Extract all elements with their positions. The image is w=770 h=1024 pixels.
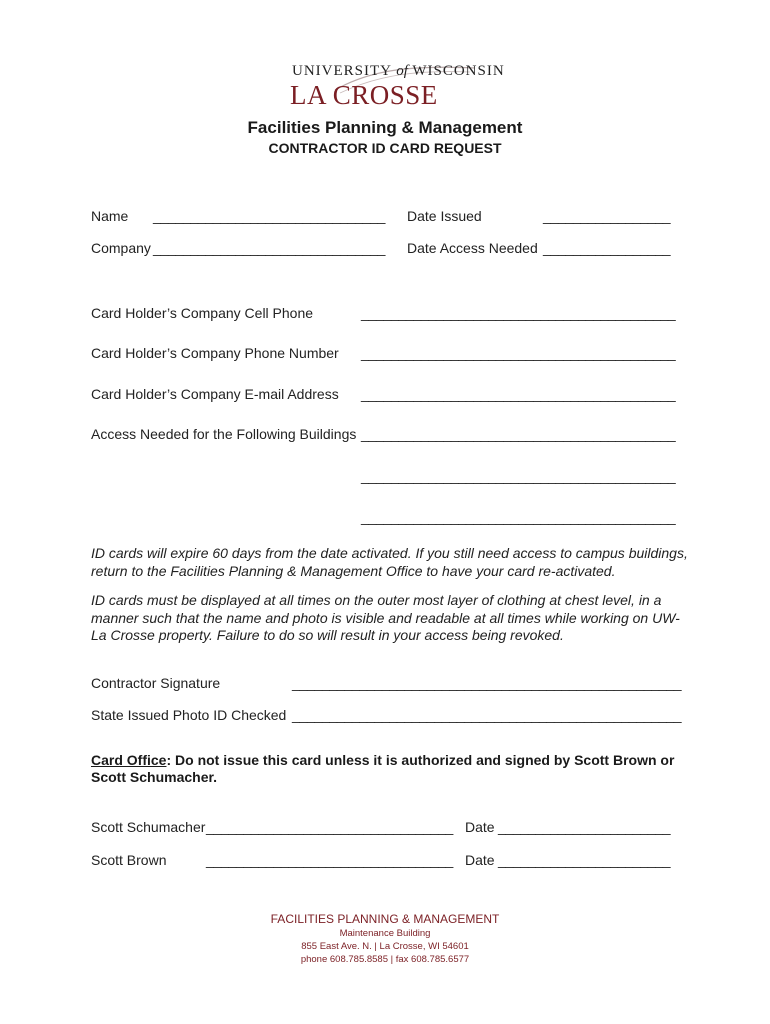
company-field[interactable]: _______________________________: [153, 240, 386, 256]
page-title: Facilities Planning & Management: [247, 118, 523, 137]
brown-date-field[interactable]: _______________________: [498, 852, 671, 868]
logo-wisconsin: WISCONSIN: [412, 63, 505, 79]
buildings-label: Access Needed for the Following Buildings: [91, 426, 357, 442]
schumacher-date-label: Date: [465, 819, 495, 835]
schumacher-label: Scott Schumacher: [91, 819, 206, 835]
page-subtitle: CONTRACTOR ID CARD REQUEST: [268, 140, 502, 156]
expiration-note: ID cards will expire 60 days from the date activated. If you still need access to campus buildings, return to the Facilities Planning & Management Office to have your card re-activated.: [91, 545, 688, 579]
phone-number-label: Card Holder’s Company Phone Number: [91, 345, 339, 361]
date-access-label: Date Access Needed: [407, 240, 538, 256]
logo-university-name: [292, 63, 505, 80]
card-office-text: : Do not issue this card unless it is authorized and signed by Scott Brown or Scott Schumacher.: [91, 752, 675, 785]
phone-number-field[interactable]: __________________________________________: [361, 345, 676, 361]
logo-of: of: [396, 63, 408, 79]
footer-department: FACILITIES PLANNING & MANAGEMENT: [270, 912, 500, 926]
contractor-signature-field[interactable]: ____________________________________________________: [292, 675, 682, 691]
logo-campus: LA CROSSE: [290, 80, 438, 110]
logo-university: UNIVERSITY: [292, 63, 392, 79]
date-issued-label: Date Issued: [407, 208, 482, 224]
buildings-field-3[interactable]: __________________________________________: [361, 509, 676, 525]
footer-building: Maintenance Building: [339, 928, 431, 939]
email-field[interactable]: __________________________________________: [361, 386, 676, 402]
brown-date-label: Date: [465, 852, 495, 868]
name-field[interactable]: _______________________________: [153, 208, 386, 224]
brown-signature-field[interactable]: _________________________________: [206, 852, 454, 868]
display-note: ID cards must be displayed at all times on the outer most layer of clothing at chest level, in a manner such that the name and photo is visible and readable at all times while working on UW- La Crosse property. Failure to do so will result in your access being revoked.: [91, 592, 680, 643]
date-access-field[interactable]: _________________: [543, 240, 671, 256]
buildings-field-2[interactable]: __________________________________________: [361, 468, 676, 484]
footer-contact: phone 608.785.8585 | fax 608.785.6577: [300, 954, 470, 965]
cell-phone-label: Card Holder’s Company Cell Phone: [91, 305, 314, 321]
schumacher-signature-field[interactable]: _________________________________: [206, 819, 454, 835]
email-label: Card Holder’s Company E-mail Address: [91, 386, 339, 402]
cell-phone-field[interactable]: __________________________________________: [361, 305, 676, 321]
card-office-heading: Card Office: [91, 752, 167, 768]
buildings-field-1[interactable]: __________________________________________: [361, 426, 676, 442]
contractor-signature-label: Contractor Signature: [91, 675, 221, 691]
company-label: Company: [91, 240, 151, 256]
photo-id-field[interactable]: ____________________________________________________: [292, 707, 682, 723]
schumacher-date-field[interactable]: _______________________: [498, 819, 671, 835]
brown-label: Scott Brown: [91, 852, 167, 868]
name-label: Name: [91, 208, 129, 224]
footer-address: 855 East Ave. N. | La Crosse, WI 54601: [301, 941, 469, 952]
photo-id-label: State Issued Photo ID Checked: [91, 707, 287, 723]
card-office-notice: [91, 752, 691, 786]
date-issued-field[interactable]: _________________: [543, 208, 671, 224]
